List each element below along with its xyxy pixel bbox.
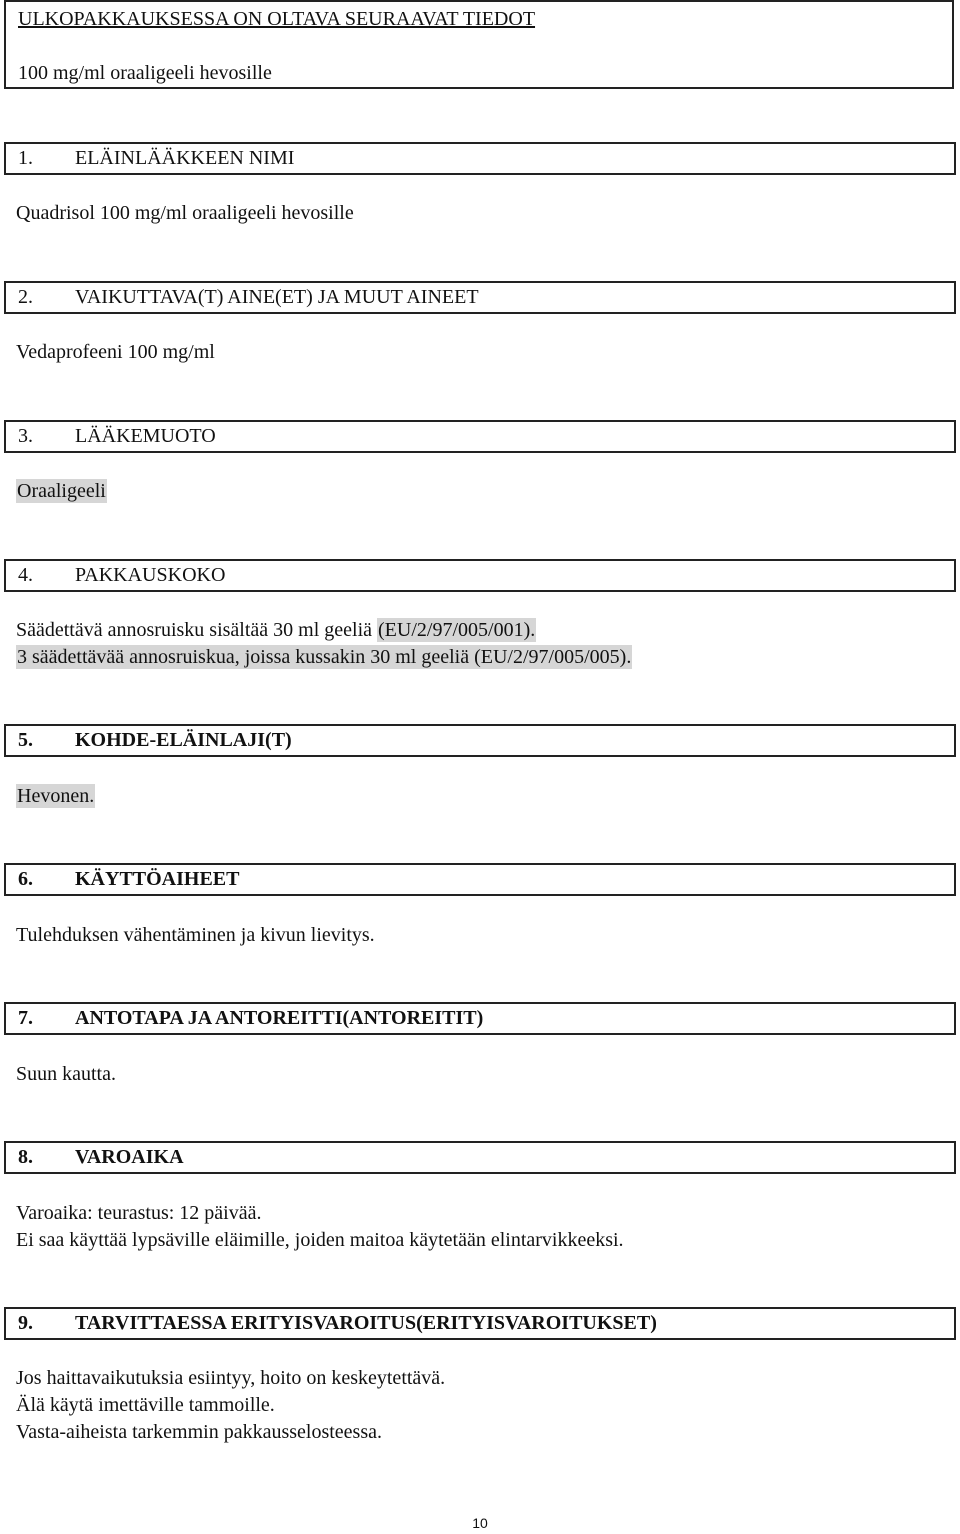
highlighted-text: Oraaligeeli xyxy=(17,480,106,502)
section-9-text-1: Jos haittavaikutuksia esiintyy, hoito on keskeytettävä. xyxy=(16,1367,446,1389)
section-9-text-2: Älä käytä imettäville tammoille. xyxy=(16,1394,275,1416)
section-title: KÄYTTÖAIHEET xyxy=(75,868,240,890)
outer-subheading: 100 mg/ml oraaligeeli hevosille xyxy=(18,62,272,84)
section-5-header xyxy=(4,724,956,757)
section-1-header xyxy=(4,142,956,175)
highlighted-text: (EU/2/97/005/001). xyxy=(378,619,536,641)
section-6-text: Tulehduksen vähentäminen ja kivun lievitys. xyxy=(16,924,375,946)
outer-heading: ULKOPAKKAUKSESSA ON OLTAVA SEURAAVAT TIEDOT xyxy=(18,8,536,30)
section-title: KOHDE-ELÄINLAJI(T) xyxy=(75,729,292,751)
section-number: 8. xyxy=(18,1146,33,1168)
section-8-text-1: Varoaika: teurastus: 12 päivää. xyxy=(16,1202,262,1224)
text-fragment: Säädettävä annosruisku sisältää 30 ml geeliä xyxy=(16,619,378,641)
section-number: 9. xyxy=(18,1312,33,1334)
section-title: PAKKAUSKOKO xyxy=(75,564,226,586)
highlighted-text: 3 säädettävää annosruiskua, joissa kussakin 30 ml geeliä (EU/2/97/005/005). xyxy=(17,646,632,668)
section-4-text-1 xyxy=(16,619,536,642)
section-title: ELÄINLÄÄKKEEN NIMI xyxy=(75,147,295,169)
highlighted-text: Hevonen. xyxy=(17,785,95,807)
section-5-text xyxy=(16,785,95,808)
section-title: VAIKUTTAVA(T) AINE(ET) JA MUUT AINEET xyxy=(75,286,479,308)
section-3-header xyxy=(4,420,956,453)
section-title: TARVITTAESSA ERITYISVAROITUS(ERITYISVAROITUKSET) xyxy=(75,1312,657,1334)
section-2-header xyxy=(4,281,956,314)
section-number: 7. xyxy=(18,1007,33,1029)
section-title: LÄÄKEMUOTO xyxy=(75,425,216,447)
section-number: 3. xyxy=(18,425,33,447)
section-8-header xyxy=(4,1141,956,1174)
section-7-text: Suun kautta. xyxy=(16,1063,116,1085)
section-title: VAROAIKA xyxy=(75,1146,184,1168)
outer-header-box xyxy=(4,0,954,89)
section-4-header xyxy=(4,559,956,592)
section-9-text-3: Vasta-aiheista tarkemmin pakkausselosteessa. xyxy=(16,1421,382,1443)
section-number: 4. xyxy=(18,564,33,586)
section-number: 1. xyxy=(18,147,33,169)
section-number: 6. xyxy=(18,868,33,890)
section-9-header xyxy=(4,1307,956,1340)
page-number: 10 xyxy=(472,1515,488,1531)
section-number: 5. xyxy=(18,729,33,751)
section-title: ANTOTAPA JA ANTOREITTI(ANTOREITIT) xyxy=(75,1007,484,1029)
section-2-text: Vedaprofeeni 100 mg/ml xyxy=(16,341,215,363)
section-4-text-2 xyxy=(16,646,632,669)
section-3-text xyxy=(16,480,107,503)
section-1-text: Quadrisol 100 mg/ml oraaligeeli hevosille xyxy=(16,202,354,224)
section-7-header xyxy=(4,1002,956,1035)
section-8-text-2: Ei saa käyttää lypsäville eläimille, joiden maitoa käytetään elintarvikkeeksi. xyxy=(16,1229,624,1251)
section-number: 2. xyxy=(18,286,33,308)
section-6-header xyxy=(4,863,956,896)
